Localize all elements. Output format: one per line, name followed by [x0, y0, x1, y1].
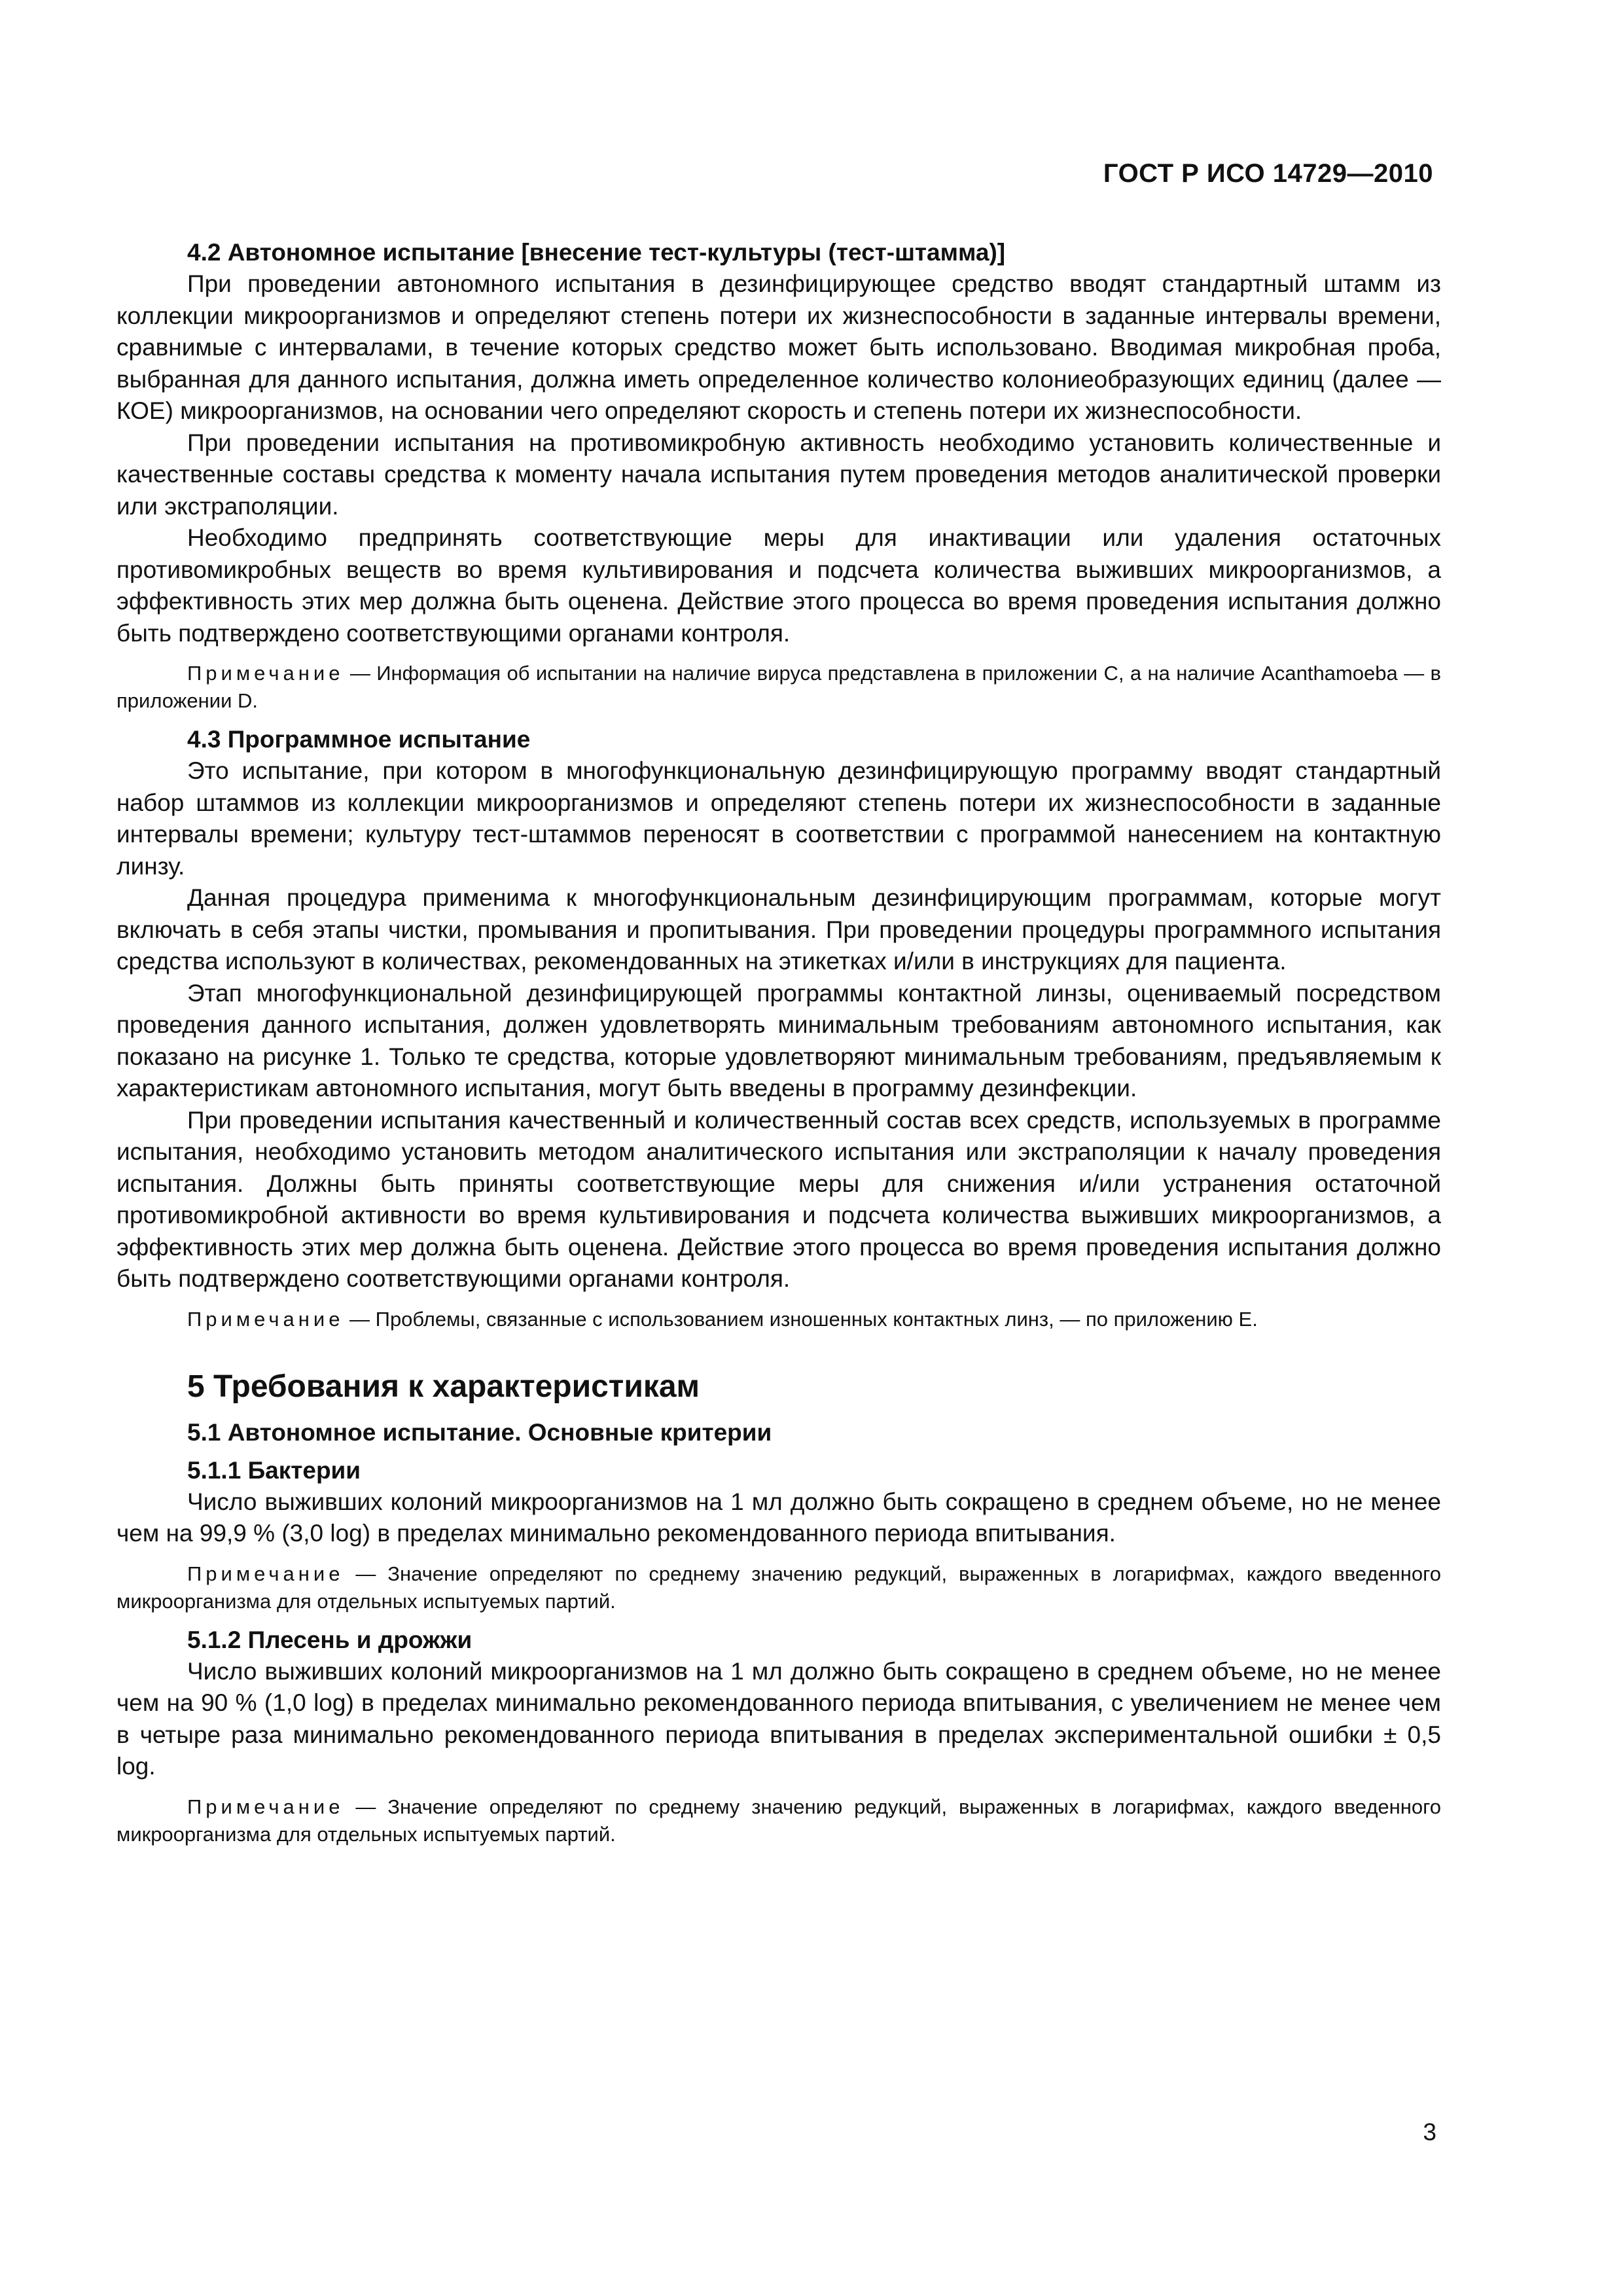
section-4-3-note [116, 1306, 1441, 1333]
section-5-1-2-note [116, 1793, 1441, 1848]
section-4-2-paragraph-2: При проведении испытания на противомикробную активность необходимо установить количественные и качественные составы средства к моменту начала испытания путем проведения методов аналитической проверки или экстраполяции. [116, 429, 1441, 520]
note-label: Примечание [187, 1307, 344, 1331]
section-4-2-paragraph-3: Необходимо предпринять соответствующие меры для инактивации или удаления остаточных противомикробных веществ во время культивирования и подсчета количества выживших микроорганизмов, а эффективность этих мер должна быть оценена. Действие этого процесса во время проведения испытания должно быть подтверждено соответствующими органами контроля. [116, 524, 1441, 647]
section-4-2-paragraph-1: При проведении автономного испытания в дезинфицирующее средство вводят стандартный штамм из коллекции микроорганизмов и определяют степень потери их жизнеспособности в заданные интервалы времени, сравнимые с интервалами, в течение которых средство может быть использовано. Вводимая микробная проба, выбранная для данного испытания, должна иметь определенное количество колониеобразующих единиц (далее — КОЕ) микроорганизмов, на основании чего определяют скорость и степень потери их жизнеспособности. [116, 270, 1441, 424]
section-4-3-paragraph-3: Этап многофункциональной дезинфицирующей программы контактной линзы, оцениваемый посредством проведения данного испытания, должен удовлетворять минимальным требованиям автономного испытания, как показано на рисунке 1. Только те средства, которые удовлетворяют минимальным требованиям, предъявляемым к характеристикам автономного испытания, могут быть введены в программу дезинфекции. [116, 979, 1441, 1102]
section-4-3-paragraph-1: Это испытание, при котором в многофункциональную дезинфицирующую программу вводят стандартный набор штаммов из коллекции микроорганизмов и определяют степень потери их жизнеспособности в заданные интервалы времени; культуру тест-штаммов переносят в соответствии с программой нанесением на контактную линзу. [116, 757, 1441, 880]
note-text: — Значение определяют по среднему значению редукций, выраженных в логарифмах, каждого введенного микроорганизма для отдельных испытуемых партий. [116, 1562, 1441, 1613]
section-5-1-2-paragraph: Число выживших колоний микроорганизмов на 1 мл должно быть сокращено в среднем объеме, но не менее чем на 90 % (1,0 log) в пределах минимально рекомендованного периода впитывания, с увеличением не менее чем в четыре раза минимально рекомендованного периода впитывания в пределах экспериментальной ошибки ± 0,5 log. [116, 1657, 1441, 1780]
note-label: Примечание [187, 662, 344, 685]
note-text: — Значение определяют по среднему значению редукций, выраженных в логарифмах, каждого введенного микроорганизма для отдельных испытуемых партий. [116, 1795, 1441, 1846]
note-label: Примечание [187, 1562, 344, 1585]
section-4-3-paragraph-2: Данная процедура применима к многофункциональным дезинфицирующим программам, которые могут включать в себя этапы чистки, промывания и пропитывания. При проведении процедуры программного испытания средства используют в количествах, рекомендованных на этикетках и/или в инструкциях для пациента. [116, 884, 1441, 975]
document-body [116, 237, 1441, 1857]
standard-designation: ГОСТ Р ИСО 14729—2010 [1103, 159, 1433, 188]
section-5-1-1-heading: 5.1.1 Бактерии [187, 1456, 361, 1484]
note-text: — Проблемы, связанные с использованием изношенных контактных линз, — по приложению Е. [344, 1307, 1258, 1331]
section-5-1-1-note [116, 1560, 1441, 1615]
section-5-heading: 5 Требования к характеристикам [187, 1369, 700, 1404]
section-4-2-heading: 4.2 Автономное испытание [внесение тест-культуры (тест-штамма)] [187, 239, 1006, 266]
section-4-3-heading: 4.3 Программное испытание [187, 726, 531, 753]
section-4-3-paragraph-4: При проведении испытания качественный и количественный состав всех средств, используемых в программе испытания, необходимо установить методом аналитического испытания или экстраполяции к началу проведения испытания. Должны быть приняты соответствующие меры для снижения и/или устранения остаточной противомикробной активности во время культивирования и подсчета количества выживших микроорганизмов, а эффективность этих мер должна быть оценена. Действие этого процесса во время проведения испытания должно быть подтверждено соответствующими органами контроля. [116, 1106, 1441, 1292]
note-label: Примечание [187, 1795, 344, 1818]
section-5-1-2-heading: 5.1.2 Плесень и дрожжи [187, 1626, 473, 1653]
section-5-1-1-paragraph: Число выживших колоний микроорганизмов на 1 мл должно быть сокращено в среднем объеме, но не менее чем на 99,9 % (3,0 log) в пределах минимально рекомендованного периода впитывания. [116, 1488, 1441, 1547]
section-5-1-heading: 5.1 Автономное испытание. Основные критерии [187, 1418, 772, 1446]
note-text: — Информация об испытании на наличие вируса представлена в приложении С, а на наличие Acanthamoeba — в приложении D. [116, 662, 1441, 712]
section-4-2-note [116, 660, 1441, 715]
page-number: 3 [1423, 2119, 1436, 2145]
